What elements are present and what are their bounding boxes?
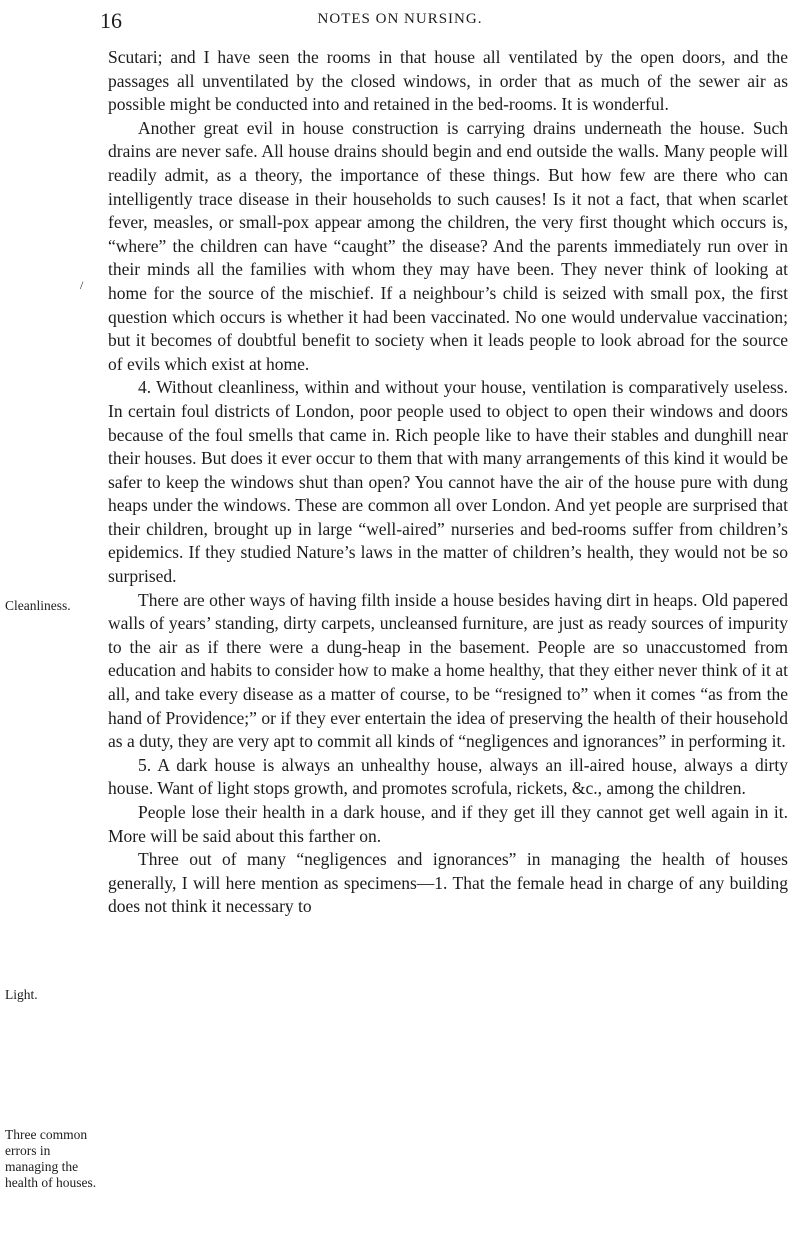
paragraph-1: Scutari; and I have seen the rooms in that house all ventilated by the open doors, and the passages all unventilated by the closed windows, in order that as much of the sewer air as possible might be conducted into and retained in the bed-rooms. It is wonderful. [108,47,788,115]
paragraph-7: Three out of many “negligences and ignorances” in managing the health of houses generally, I will here mention as specimens—1. That the female head in charge of any building does not think it necessary to [108,849,788,917]
running-title: NOTES ON NURSING. [317,11,483,27]
stray-mark: / [80,278,84,292]
page-number: 16 [100,8,122,33]
margin-note-three-common-errors: Three common errors in managing the health of houses. [5,1127,97,1190]
paragraph-6: People lose their health in a dark house, and if they get ill they cannot get well again in it. More will be said about this farther on. [108,802,788,846]
paragraph-3: 4. Without cleanliness, within and without your house, ventilation is comparatively useless. In certain foul districts of London, poor people used to object to open their windows and doors because of the foul smells that came in. Rich people like to have their stables and dunghill near their houses. But does it ever occur to them that with many arrangements of this kind it would be safer to keep the windows shut than open? You cannot have the air of the house pure with dung heaps under the windows. These are common all over London. And yet people are surprised that their children, brought up in large “well-aired” nurseries and bed-rooms suffer from children’s epidemics. If they studied Nature’s laws in the matter of children’s health, they would not be so surprised. [108,377,788,587]
paragraph-2: Another great evil in house construction is carrying drains underneath the house. Such drains are never safe. All house drains should begin and end outside the walls. Many people will readily admit, as a theory, the importance of these things. But how few are there who can intelligently trace disease in their households to such causes! Is it not a fact, that when scarlet fever, measles, or small-pox appear among the children, the very first thought which occurs is, “where” the children can have “caught” the disease? And the parents immediately run over in their minds all the families with whom they may have been. They never think of looking at home for the source of the mischief. If a neighbour’s child is seized with small pox, the first question which occurs is whether it had been vaccinated. No one would undervalue vaccination; but it becomes of doubtful benefit to society when it leads people to look abroad for the source of evils which exist at home. [108,117,788,374]
body-text [108,46,788,919]
paragraph-4: There are other ways of having filth inside a house besides having dirt in heaps. Old papered walls of years’ standing, dirty carpets, uncleansed furniture, are just as ready sources of impurity to the air as if there were a dung-heap in the basement. People are so unaccustomed from education and habits to consider how to make a home healthy, that they either never think of it at all, and take every disease as a matter of course, to be “resigned to” when it comes “as from the hand of Providence;” or if they ever entertain the idea of preserving the health of their household as a duty, they are very apt to commit all kinds of “negligences and ignorances” in performing it. [108,589,788,752]
margin-note-cleanliness: Cleanliness. [5,598,71,613]
margin-note-light: Light. [5,987,38,1002]
page-header [0,6,800,36]
paragraph-5: 5. A dark house is always an unhealthy house, always an ill-aired house, always a dirty house. Want of light stops growth, and promotes scrofula, rickets, &c., among the children. [108,754,788,799]
